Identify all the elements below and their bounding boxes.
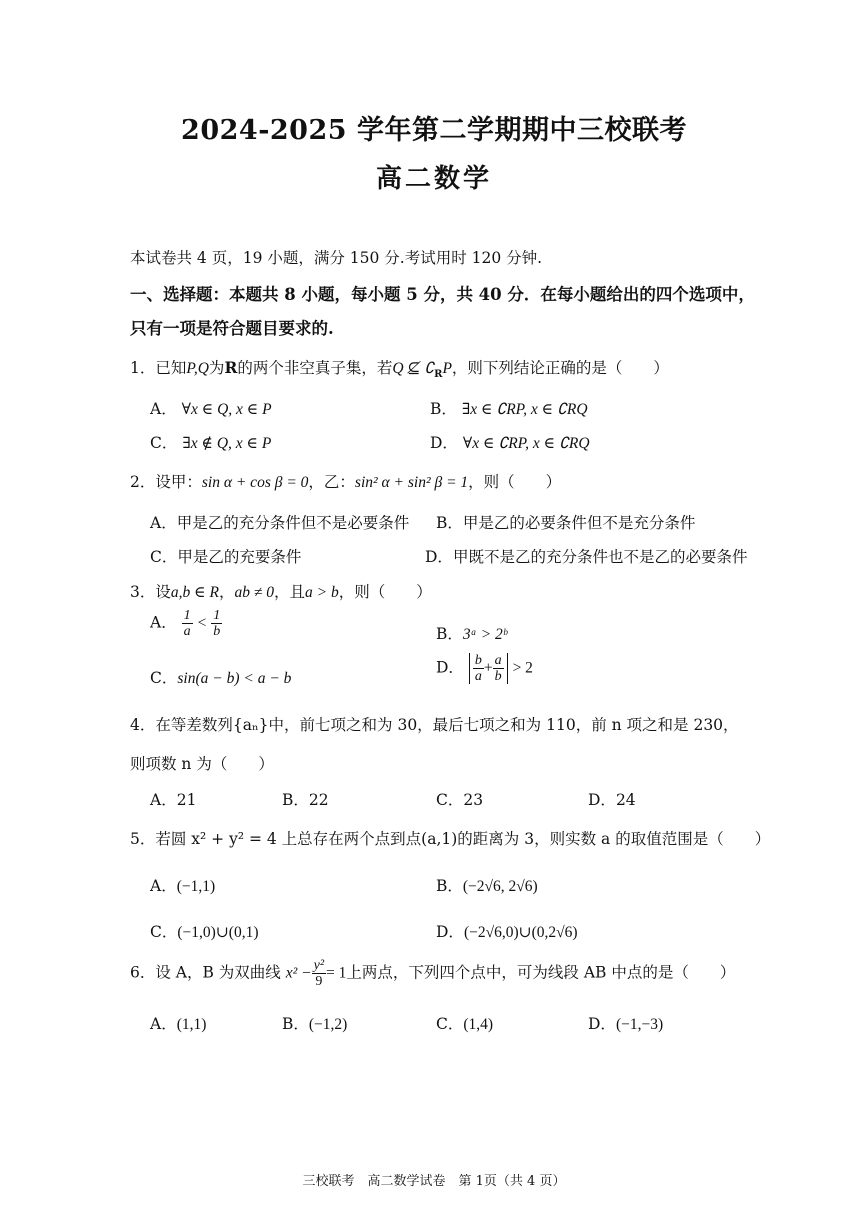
question-4-option-b: B．22 <box>282 791 329 809</box>
question-5-option-b: B．(−2√6, 2√6) <box>436 877 538 895</box>
question-1-option-c: C． ∃x ∉ Q, x ∈ P <box>150 434 272 452</box>
question-6-option-a: A．(1,1) <box>150 1015 207 1033</box>
question-4-option-d: D．24 <box>588 791 636 809</box>
question-2-stem: 2．设甲：sin α + cos β = 0，乙：sin² α + sin² β = 1，则（ ） <box>130 473 562 491</box>
fraction: $\frac{1}{b}$ <box>213 608 221 639</box>
section-heading-line1: 一、选择题：本题共 8 小题，每小题 5 分，共 40 分．在每小题给出的四个选项中， <box>130 285 755 304</box>
question-6-option-d: D．(−1,−3) <box>588 1015 664 1033</box>
question-6-option-b: B．(−1,2) <box>282 1015 348 1033</box>
question-3-option-c: C．sin(a − b) < a − b <box>150 669 292 687</box>
question-1-option-a: A． ∀x ∈ Q, x ∈ P <box>150 400 272 418</box>
question-2-option-c: C．甲是乙的充要条件 <box>150 548 302 566</box>
question-4-option-c: C．23 <box>436 791 484 809</box>
question-5-option-d: D．(−2√6,0)∪(0,2√6) <box>436 923 578 941</box>
absolute-value: $\frac{b}{a}$ + $\frac{a}{b}$ <box>469 653 508 684</box>
fraction: $\frac{1}{a}$ <box>183 608 191 639</box>
question-1-option-b: B． ∃x ∈ ∁RP, x ∈ ∁RQ <box>430 400 588 418</box>
question-1-option-d: D． ∀x ∈ ∁RP, x ∈ ∁RQ <box>430 434 590 452</box>
question-3-stem: 3．设a,b ∈ R，ab ≠ 0，且a > b，则（ ） <box>130 583 432 601</box>
question-2-option-b: B．甲是乙的必要条件但不是充分条件 <box>436 514 696 532</box>
question-5-option-c: C．(−1,0)∪(0,1) <box>150 923 259 941</box>
question-4-stem-line1: 4．在等差数列{aₙ}中，前七项之和为 30，最后七项之和为 110，前 n 项之和是 230， <box>130 716 739 734</box>
question-1-stem: 1．已知P,Q为R的两个非空真子集，若Q ⊈ $∁_RP$，则下列结论正确的是（ ） <box>130 358 669 381</box>
question-4-option-a: A．21 <box>150 791 197 809</box>
section-heading-line2: 只有一项是符合题目要求的. <box>130 319 334 338</box>
question-2-option-d: D．甲既不是乙的充分条件也不是乙的必要条件 <box>425 548 748 566</box>
question-2-option-a: A．甲是乙的充分条件但不是必要条件 <box>150 514 410 532</box>
question-6-option-c: C．(1,4) <box>436 1015 494 1033</box>
question-5-option-a: A．(−1,1) <box>150 877 216 895</box>
question-3-option-d: D． $\frac{b}{a}$ + $\frac{a}{b}$ > 2 <box>436 653 533 684</box>
question-6-stem: 6．设 A，B 为双曲线 x² − $\frac{\text{y²}}{9}$ = 1上两点，下列四个点中，可为线段 AB 中点的是（ ） <box>130 958 736 989</box>
question-3-option-a: A． $\frac{1}{a}$ < $\frac{1}{b}$ <box>150 608 221 639</box>
fraction: $\frac{\text{y²}}{9}$ <box>313 958 325 989</box>
exam-title: 2024-2025 学年第二学期期中三校联考 <box>181 115 687 146</box>
intro-text: 本试卷共 4 页，19 小题，满分 150 分.考试用时 120 分钟. <box>130 249 543 267</box>
question-3-option-b: B．3ᵃ > 2ᵇ <box>436 625 507 643</box>
subject-title: 高二数学 <box>375 164 492 194</box>
page-footer: 三校联考 高二数学试卷 第 1页（共 4 页） <box>302 1174 566 1189</box>
question-5-stem: 5．若圆 x² + y² = 4 上总存在两个点到点(a,1)的距离为 3，则实数 a 的取值范围是（ ） <box>130 830 771 848</box>
question-4-stem-line2: 则项数 n 为（ ） <box>130 755 274 773</box>
